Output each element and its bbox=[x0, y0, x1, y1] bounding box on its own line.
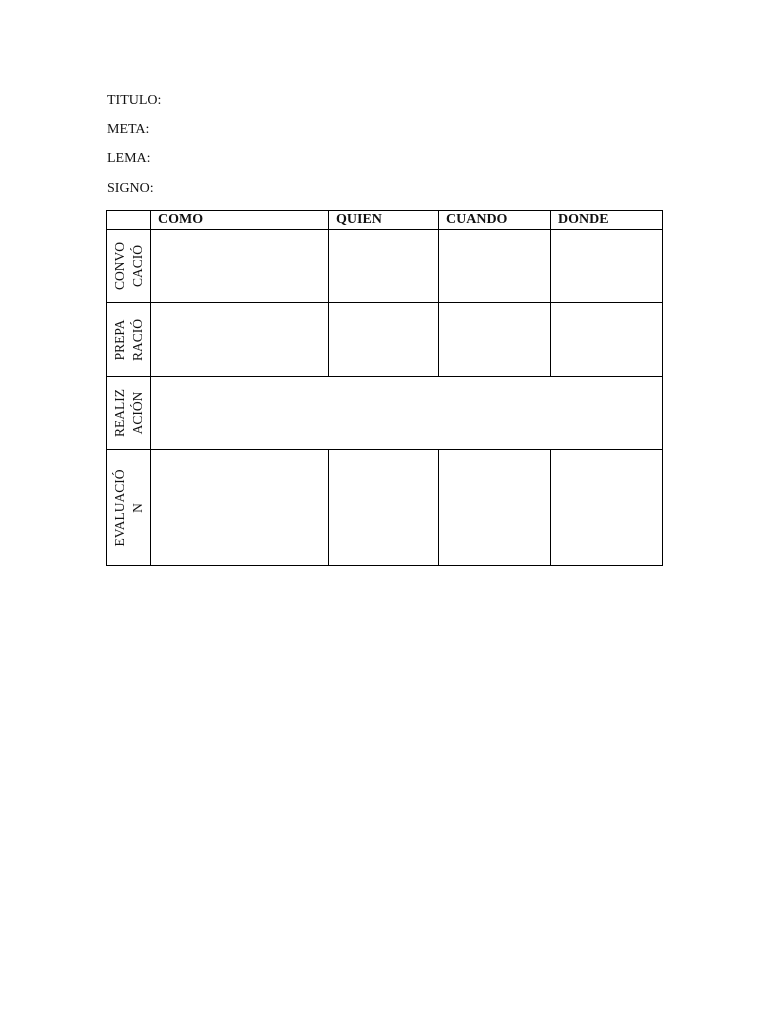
meta-label: META: bbox=[107, 122, 150, 137]
cell-convocacion-como[interactable] bbox=[151, 230, 329, 303]
cell-preparacion-como[interactable] bbox=[151, 303, 329, 377]
stage-cell-preparacion bbox=[107, 303, 151, 377]
table-header-row bbox=[107, 211, 663, 230]
cell-preparacion-cuando[interactable] bbox=[439, 303, 551, 377]
cell-convocacion-cuando[interactable] bbox=[439, 230, 551, 303]
stage-label-preparacion bbox=[111, 318, 147, 360]
header-como: COMO bbox=[151, 211, 329, 230]
cell-convocacion-donde[interactable] bbox=[551, 230, 663, 303]
signo-label: SIGNO: bbox=[107, 181, 154, 196]
table-row-preparacion bbox=[107, 303, 663, 377]
stage-line: CONVO bbox=[111, 241, 127, 291]
cell-evaluacion-donde[interactable] bbox=[551, 450, 663, 566]
cell-realizacion-merged[interactable] bbox=[151, 377, 663, 450]
table-row-realizacion bbox=[107, 377, 663, 450]
cell-preparacion-donde[interactable] bbox=[551, 303, 663, 377]
stage-line: RACIÓ bbox=[129, 318, 145, 361]
cell-evaluacion-quien[interactable] bbox=[329, 450, 439, 566]
titulo-label: TITULO: bbox=[107, 93, 162, 108]
stage-cell-convocacion bbox=[107, 230, 151, 303]
table-row-convocacion bbox=[107, 230, 663, 303]
planning-table bbox=[106, 210, 663, 566]
stage-line: PREPA bbox=[111, 319, 127, 360]
stage-line: CACIÓ bbox=[129, 244, 145, 288]
stage-label-evaluacion bbox=[111, 469, 147, 546]
stage-cell-evaluacion bbox=[107, 450, 151, 566]
stage-cell-realizacion bbox=[107, 377, 151, 450]
stage-label-convocacion bbox=[111, 242, 147, 290]
header-donde: DONDE bbox=[551, 211, 663, 230]
stage-label-realizacion bbox=[111, 389, 147, 437]
cell-preparacion-quien[interactable] bbox=[329, 303, 439, 377]
lema-label: LEMA: bbox=[107, 151, 151, 166]
table-row-evaluacion bbox=[107, 450, 663, 566]
cell-evaluacion-como[interactable] bbox=[151, 450, 329, 566]
stage-line: EVALUACIÓ bbox=[111, 469, 127, 546]
stage-line: REALIZ bbox=[111, 389, 127, 437]
cell-evaluacion-cuando[interactable] bbox=[439, 450, 551, 566]
stage-line: ACIÓN bbox=[129, 391, 145, 435]
corner-cell bbox=[107, 211, 151, 230]
header-quien: QUIEN bbox=[329, 211, 439, 230]
header-cuando: CUANDO bbox=[439, 211, 551, 230]
cell-convocacion-quien[interactable] bbox=[329, 230, 439, 303]
stage-line: N bbox=[129, 502, 145, 513]
